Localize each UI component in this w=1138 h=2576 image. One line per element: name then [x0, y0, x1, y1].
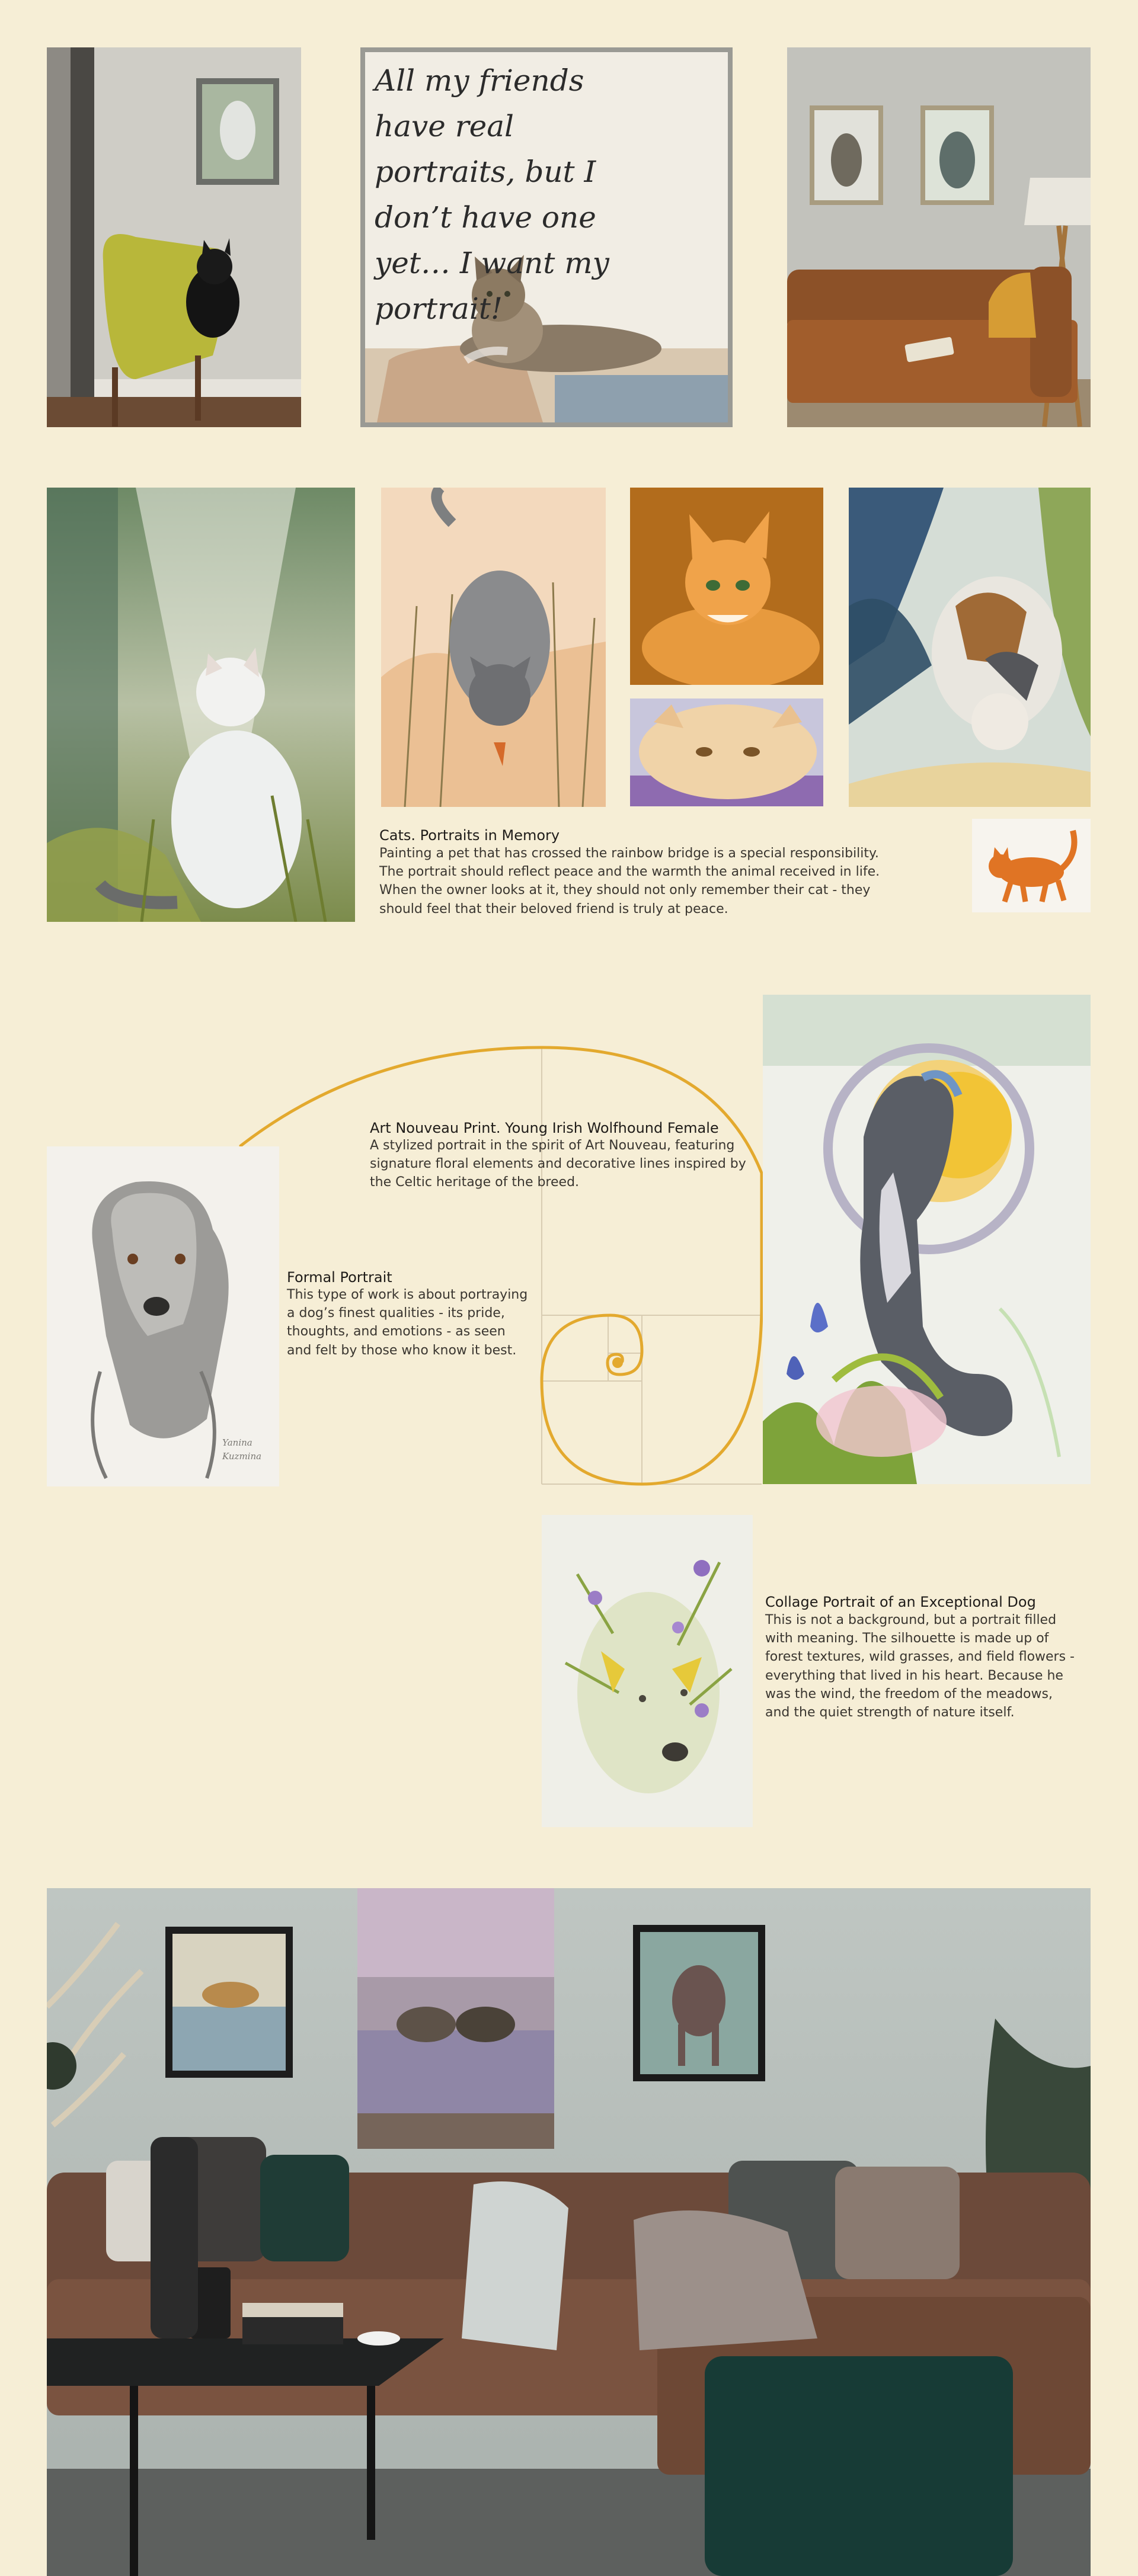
art-nouveau-wolfhound-painting	[763, 995, 1091, 1484]
persian-cat-portrait	[630, 699, 823, 806]
collage-dog-portrait	[542, 1515, 753, 1827]
black-cat-on-chair-photo	[47, 47, 301, 427]
collage-portrait-body: This is not a background, but a portrait filled with meaning. The silhouette is made up of forest textures, wild grasses, and field flowers - everything that lived in his heart. Because he was the wind, the freedom of the meadows, and the quiet strength of nature itself.	[765, 1613, 1075, 1720]
formal-portrait-body: This type of work is about portraying a dog’s finest qualities - its pride, thoughts, and emotions - as seen and felt by those who know it best.	[287, 1287, 528, 1358]
grey-cat-stepping-watercolor	[381, 488, 606, 807]
white-cat-watercolor	[47, 488, 355, 922]
handwritten-note: All my friends have real portraits, but I don’t have one yet… I want my portrait!	[375, 63, 609, 326]
cat-wants-portrait-card	[360, 47, 733, 427]
walking-orange-cat-photo	[972, 819, 1091, 912]
orange-cat-portrait	[630, 488, 823, 685]
living-room-dog-portraits-photo	[47, 1888, 1091, 2576]
formal-portrait-title: Formal Portrait	[287, 1269, 392, 1286]
art-nouveau-title: Art Nouveau Print. Young Irish Wolfhound Female	[370, 1120, 719, 1136]
calico-cat-watercolor	[849, 488, 1091, 807]
collage-portrait-title: Collage Portrait of an Exceptional Dog	[765, 1594, 1036, 1610]
cats-section-title: Cats. Portraits in Memory	[379, 827, 560, 844]
artist-signature: Yanina Kuzmina	[222, 1437, 262, 1462]
living-room-cat-portraits-photo	[787, 47, 1091, 427]
art-nouveau-body: A stylized portrait in the spirit of Art Nouveau, featuring signature floral elements and decorative lines inspired by the Celtic heritage of the breed.	[370, 1138, 746, 1190]
wolfhound-pencil-portrait	[47, 1146, 279, 1486]
cats-section-body: Painting a pet that has crossed the rainbow bridge is a special responsibility. The portrait should reflect peace and the warmth the animal received in life. When the owner looks at it, they should not only remember their cat - they should feel that their beloved friend is truly at peace.	[379, 846, 880, 917]
